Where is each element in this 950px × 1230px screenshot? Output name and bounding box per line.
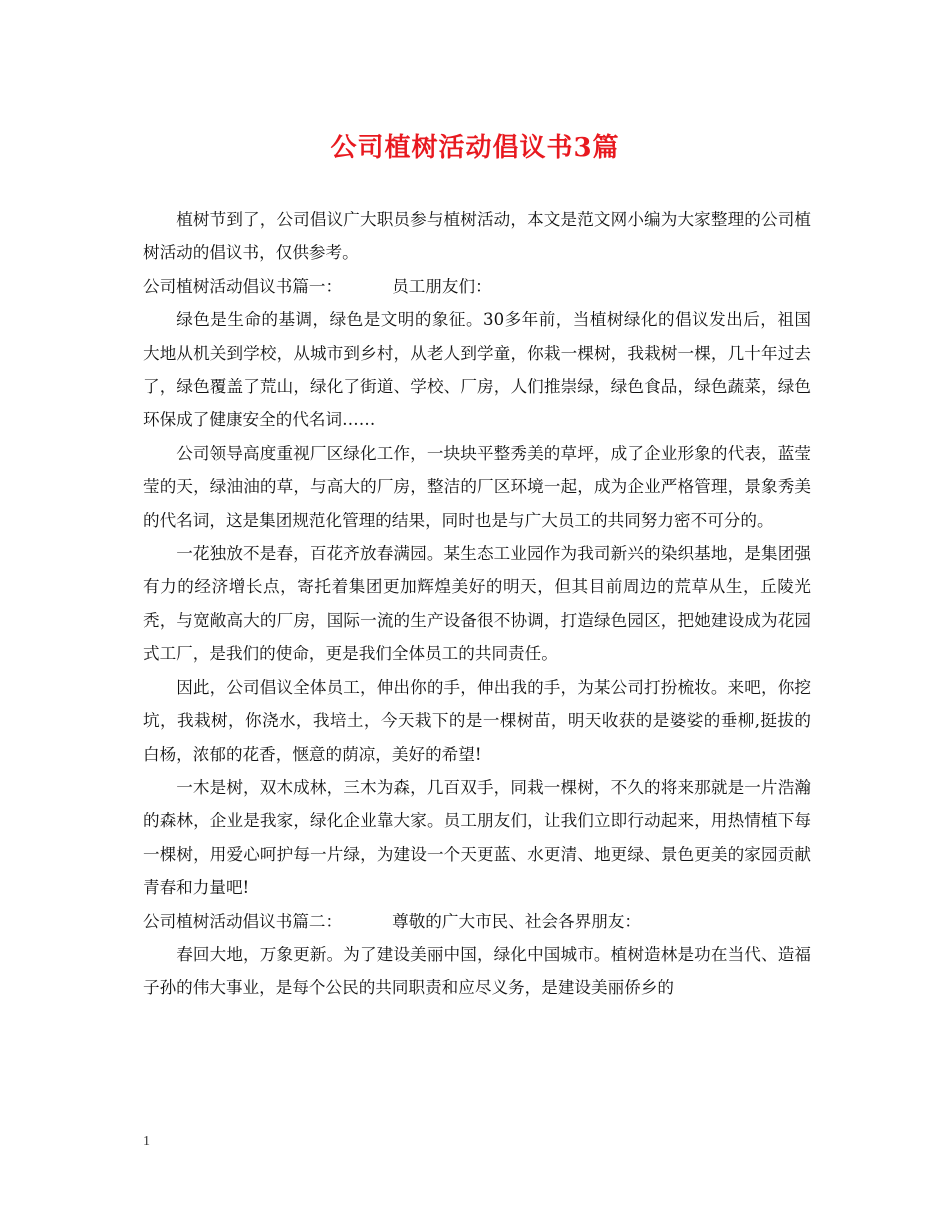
section1-paragraph: 一花独放不是春，百花齐放春满园。某生态工业园作为我司新兴的染织基地，是集团强有力的经济增长点，寄托着集团更加辉煌美好的明天，但其目前周边的荒草从生，丘陵光秃，与宽敞高大的厂房，国际一流的生产设备很不协调，打造绿色园区，把她建设成为花园式工厂，是我们的使命，更是我们全体员工的共同责任。: [143, 544, 811, 664]
document-body: [143, 203, 811, 1005]
section2-paragraph: 春回大地，万象更新。为了建设美丽中国，绿化中国城市。植树造林是功在当代、造福子孙的伟大事业，是每个公民的共同职责和应尽义务，是建设美丽侨乡的: [143, 944, 811, 998]
section1-paragraph: 因此，公司倡议全体员工，伸出你的手，伸出我的手，为某公司打扮梳妆。来吧，你挖坑，我栽树，你浇水，我培土，今天栽下的是一棵树苗，明天收获的是婆娑的垂柳,挺拔的白杨，浓郁的花香，惬意的荫凉，美好的希望!: [143, 677, 811, 764]
section1-paragraph: 公司领导高度重视厂区绿化工作，一块块平整秀美的草坪，成了企业形象的代表，蓝莹莹的天，绿油油的草，与高大的厂房，整洁的厂区环境一起，成为企业严格管理，景象秀美的代名词，这是集团规范化管理的结果，同时也是与广大员工的共同努力密不可分的。: [143, 443, 811, 530]
salutation-1: 员工朋友们：: [392, 276, 492, 296]
section-heading-2: [143, 905, 811, 938]
salutation-2: 尊敬的广大市民、社会各界朋友：: [392, 911, 642, 931]
section-title-2: 公司植树活动倡议书篇二：: [143, 911, 343, 931]
intro-paragraph: 植树节到了，公司倡议广大职员参与植树活动，本文是范文网小编为大家整理的公司植树活动的倡议书，仅供参考。: [143, 210, 811, 263]
section-heading-1: [143, 270, 811, 303]
document-title: 公司植树活动倡议书3篇: [330, 133, 620, 163]
section1-paragraph: 绿色是生命的基调，绿色是文明的象征。30多年前，当植树绿化的倡议发出后，祖国大地从机关到学校，从城市到乡村，从老人到学童，你栽一棵树，我栽树一棵，几十年过去了，绿色覆盖了荒山，绿化了街道、学校、厂房，人们推崇绿，绿色食品，绿色蔬菜，绿色环保成了健康安全的代名词……: [143, 310, 811, 430]
section-title-1: 公司植树活动倡议书篇一：: [143, 276, 343, 296]
section1-paragraph: 一木是树，双木成林，三木为森，几百双手，同栽一棵树，不久的将来那就是一片浩瀚的森林，企业是我家，绿化企业靠大家。员工朋友们，让我们立即行动起来，用热情植下每一棵树，用爱心呵护每一片绿，为建设一个天更蓝、水更清、地更绿、景色更美的家园贡献青春和力量吧!: [143, 777, 811, 898]
page-number: 1: [143, 1134, 150, 1149]
